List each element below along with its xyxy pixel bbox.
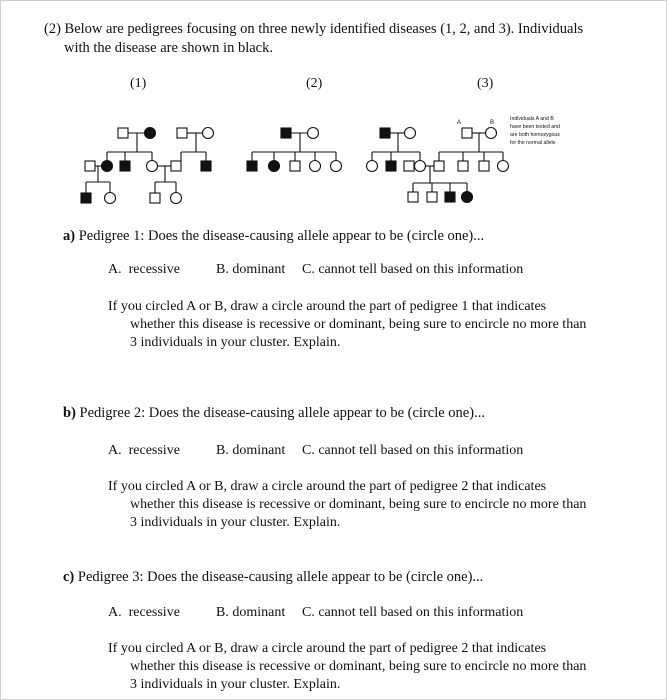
label-b: B bbox=[490, 120, 495, 126]
question-a-para-line-1: If you circled A or B, draw a circle around the part of pedigree 1 that indicates bbox=[108, 299, 547, 314]
p2-gen1-female bbox=[308, 128, 319, 139]
p1-gen1-female-1-affected bbox=[145, 128, 156, 139]
question-c-text: Pedigree 3: Does the disease-causing allele appear to be (circle one)... bbox=[74, 569, 484, 585]
p3-gen2-male bbox=[404, 161, 414, 171]
question-b-prefix: b) bbox=[63, 405, 76, 421]
question-a-para-line-3: 3 individuals in your cluster. Explain. bbox=[130, 335, 341, 350]
p2-gen1-male-affected bbox=[281, 128, 291, 138]
p1-gen2-female-affected bbox=[102, 161, 113, 172]
p1-gen2-male-affected-2 bbox=[201, 161, 211, 171]
p2-gen2-female-1 bbox=[310, 161, 321, 172]
question-a-text: Pedigree 1: Does the disease-causing allele appear to be (circle one)... bbox=[75, 228, 485, 244]
p3-gen1-female-b bbox=[486, 128, 497, 139]
question-b-para-line-2: whether this disease is recessive or dominant, being sure to encircle no more than bbox=[130, 497, 587, 512]
p3-gen2-female-2 bbox=[415, 161, 426, 172]
p1-gen2-female bbox=[147, 161, 158, 172]
question-a-prefix: a) bbox=[63, 228, 76, 244]
p1-gen3-male bbox=[150, 193, 160, 203]
pedigree-3-note bbox=[510, 116, 561, 146]
question-b-instructions bbox=[108, 478, 618, 532]
note-line-3: are both homozygous bbox=[510, 132, 560, 138]
p1-gen3-male-affected bbox=[81, 193, 91, 203]
pedigree-3 bbox=[367, 116, 562, 203]
question-c-para-line-3: 3 individuals in your cluster. Explain. bbox=[130, 677, 341, 692]
p2-gen2-male-affected bbox=[247, 161, 257, 171]
p1-gen1-male-2 bbox=[177, 128, 187, 138]
question-c-instructions bbox=[108, 640, 618, 694]
p2-gen2-female-2 bbox=[331, 161, 342, 172]
question-c bbox=[63, 569, 483, 586]
pedigree-2 bbox=[247, 128, 342, 172]
p3-gen1-female bbox=[405, 128, 416, 139]
question-c-option-c[interactable]: C. cannot tell based on this information bbox=[302, 605, 524, 620]
pedigree-figures bbox=[0, 95, 667, 220]
intro-line-1: (2) Below are pedigrees focusing on three newly identified diseases (1, 2, and 3). Individuals bbox=[44, 21, 584, 37]
question-a bbox=[63, 228, 484, 245]
note-line-4: for the normal allele bbox=[510, 140, 556, 146]
pedigree-2-label: (2) bbox=[306, 76, 323, 91]
note-line-2: have been tested and bbox=[510, 124, 560, 130]
question-b-text: Pedigree 2: Does the disease-causing allele appear to be (circle one)... bbox=[75, 405, 485, 421]
question-c-option-a[interactable]: A. recessive bbox=[108, 605, 180, 620]
p3-gen3-male-affected bbox=[445, 192, 455, 202]
p1-gen1-female-2 bbox=[203, 128, 214, 139]
p3-gen3-male-2 bbox=[427, 192, 437, 202]
question-b bbox=[63, 405, 485, 422]
question-a-options bbox=[108, 262, 523, 278]
p1-gen2-spouse-male bbox=[85, 161, 95, 171]
question-b-option-b[interactable]: B. dominant bbox=[216, 443, 286, 458]
p2-gen2-female-affected bbox=[269, 161, 280, 172]
pedigree-1 bbox=[81, 128, 214, 204]
question-a-option-c[interactable]: C. cannot tell based on this information bbox=[302, 262, 524, 277]
question-c-para-line-1: If you circled A or B, draw a circle around the part of pedigree 2 that indicates bbox=[108, 641, 547, 656]
p3-gen2-female-3 bbox=[498, 161, 509, 172]
intro-text bbox=[44, 20, 644, 58]
question-a-para-line-2: whether this disease is recessive or dominant, being sure to encircle no more than bbox=[130, 317, 587, 332]
question-c-prefix: c) bbox=[63, 569, 75, 585]
question-c-para-line-2: whether this disease is recessive or dominant, being sure to encircle no more than bbox=[130, 659, 587, 674]
p1-gen2-spouse-male-2 bbox=[171, 161, 181, 171]
question-a-option-b[interactable]: B. dominant bbox=[216, 262, 286, 277]
question-a-option-a[interactable]: A. recessive bbox=[108, 262, 180, 277]
intro-line-2: with the disease are shown in black. bbox=[64, 40, 273, 56]
p1-gen3-female bbox=[105, 193, 116, 204]
p3-gen1-male-a bbox=[462, 128, 472, 138]
question-c-option-b[interactable]: B. dominant bbox=[216, 605, 286, 620]
question-b-options bbox=[108, 443, 523, 459]
p3-gen2-male-affected bbox=[386, 161, 396, 171]
question-b-option-a[interactable]: A. recessive bbox=[108, 443, 180, 458]
label-a: A bbox=[457, 120, 462, 126]
question-b-para-line-3: 3 individuals in your cluster. Explain. bbox=[130, 515, 341, 530]
p3-gen2-female-1 bbox=[367, 161, 378, 172]
p1-gen2-male-affected bbox=[120, 161, 130, 171]
p3-gen1-male-affected bbox=[380, 128, 390, 138]
p3-gen3-female-affected bbox=[462, 192, 473, 203]
p2-gen2-male bbox=[290, 161, 300, 171]
pedigree-1-label: (1) bbox=[130, 76, 147, 91]
pedigree-3-label: (3) bbox=[477, 76, 494, 91]
p3-gen2-male-3 bbox=[458, 161, 468, 171]
question-c-options bbox=[108, 605, 523, 621]
note-line-1: Individuals A and B bbox=[510, 116, 554, 122]
p3-gen2-male-2 bbox=[434, 161, 444, 171]
question-b-option-c[interactable]: C. cannot tell based on this information bbox=[302, 443, 524, 458]
p1-gen1-male-1 bbox=[118, 128, 128, 138]
p3-gen2-male-4 bbox=[479, 161, 489, 171]
question-b-para-line-1: If you circled A or B, draw a circle around the part of pedigree 2 that indicates bbox=[108, 479, 547, 494]
p3-gen3-male-1 bbox=[408, 192, 418, 202]
p1-gen3-female-2 bbox=[171, 193, 182, 204]
question-a-instructions bbox=[108, 298, 618, 352]
